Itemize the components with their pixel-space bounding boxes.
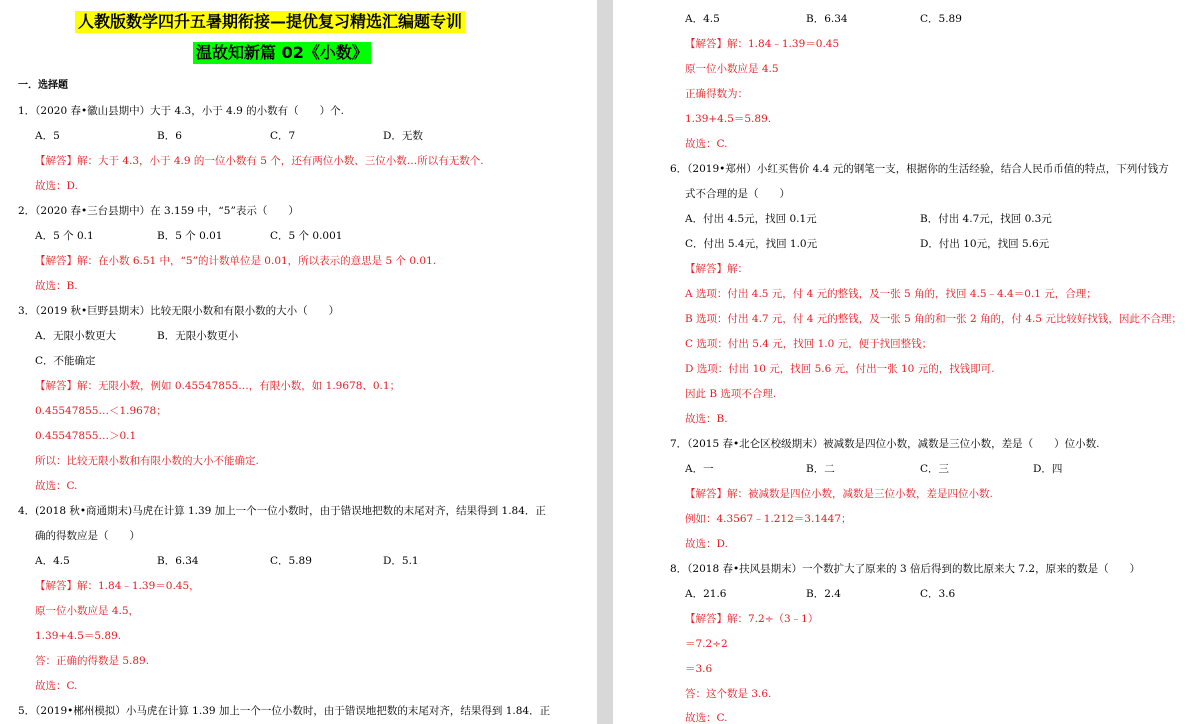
- q2-answer: 故选：B.: [35, 280, 78, 292]
- question-5: 5．（2019•郴州模拟）小马虎在计算 1.39 加上一个一位小数时，由于错误地把数的末尾对齐，结果得到 1.84．正: [18, 705, 551, 717]
- q7-option-c: C．三: [920, 463, 950, 475]
- q4-explanation-line-4: 答：正确的得数是 5.89.: [35, 655, 150, 667]
- q2-explanation: 【解答】解：在小数 6.51 中，“5”的计数单位是 0.01，所以表示的意思是 5 个 0.01.: [35, 255, 437, 267]
- question-8: 8．（2018 春•扶风县期末）一个数扩大了原来的 3 倍后得到的数比原来大 7.2，原来的数是（ ）: [670, 563, 1141, 575]
- q5-explanation-line-4: 1.39+4.5＝5.89.: [685, 113, 772, 125]
- q7-option-b: B．二: [806, 463, 835, 475]
- document-subtitle: 温故知新篇 02《小数》: [193, 42, 371, 64]
- q8-explanation-line-4: 答：这个数是 3.6.: [685, 688, 772, 700]
- q6-option-a-analysis: A 选项：付出 4.5 元，付 4 元的整钱，及一张 5 角的，找回 4.5﹣4.4＝0.1 元，合理；: [685, 288, 1097, 300]
- q5-explanation-line-3: 正确得数为：: [685, 88, 748, 100]
- q3-option-c: C．不能确定: [35, 355, 96, 367]
- q4-option-b: B．6.34: [157, 555, 199, 567]
- q5-answer: 故选：C.: [685, 138, 728, 150]
- question-4: 4．(2018 秋•商通期末)马虎在计算 1.39 加上一个一位小数时，由于错误地把数的末尾对齐，结果得到 1.84．正: [18, 505, 546, 517]
- section-heading: 一．选择题: [18, 80, 68, 91]
- question-6-continued: 式不合理的是（ ）: [685, 188, 790, 200]
- q4-option-d: D．5.1: [383, 555, 419, 567]
- q5-option-a: A．4.5: [685, 13, 720, 25]
- q6-explanation: 【解答】解：: [685, 263, 748, 275]
- q4-explanation-line-3: 1.39+4.5＝5.89.: [35, 630, 122, 642]
- q4-option-c: C．5.89: [270, 555, 312, 567]
- document-page-right: [613, 0, 1201, 724]
- q7-answer: 故选：D.: [685, 538, 728, 550]
- q3-explanation-line-2: 0.45547855…＜1.9678；: [35, 405, 167, 417]
- q3-option-b: B．无限小数更小: [157, 330, 239, 342]
- q2-option-b: B．5 个 0.01: [157, 230, 223, 242]
- q8-option-a: A．21.6: [685, 588, 727, 600]
- q4-option-a: A．4.5: [35, 555, 70, 567]
- q5-explanation: 【解答】解：1.84﹣1.39＝0.45: [685, 38, 840, 50]
- q8-explanation: 【解答】解：7.2÷（3﹣1）: [685, 613, 819, 625]
- q7-example: 例如：4.3567﹣1.212＝3.1447；: [685, 513, 852, 525]
- q3-option-a: A．无限小数更大: [35, 330, 117, 342]
- question-2: 2．（2020 春•三台县期中）在 3.159 中，“5”表示（ ）: [18, 205, 299, 217]
- q3-explanation-line-4: 所以：比较无限小数和有限小数的大小不能确定.: [35, 455, 259, 467]
- q5-option-b: B．6.34: [806, 13, 848, 25]
- q4-explanation-line-2: 原一位小数应是 4.5，: [35, 605, 140, 617]
- q1-explanation: 【解答】解：大于 4.3，小于 4.9 的一位小数有 5 个，还有两位小数、三位小数…所以有无数个.: [35, 155, 484, 167]
- q1-option-c: C．7: [270, 130, 296, 142]
- q3-explanation: 【解答】解：无限小数，例如 0.45547855…，有限小数，如 1.9678、0.1；: [35, 380, 401, 392]
- q5-explanation-line-2: 原一位小数应是 4.5: [685, 63, 779, 75]
- question-3: 3．（2019 秋•巨野县期末）比较无限小数和有限小数的大小（ ）: [18, 305, 340, 317]
- q8-option-b: B．2.4: [806, 588, 841, 600]
- q8-option-c: C．3.6: [920, 588, 956, 600]
- q6-option-d-analysis: D 选项：付出 10 元，找回 5.6 元，付出一张 10 元的，找钱即可.: [685, 363, 995, 375]
- q7-option-a: A．一: [685, 463, 714, 475]
- q4-explanation: 【解答】解：1.84﹣1.39＝0.45，: [35, 580, 200, 592]
- document-page-left: [0, 0, 597, 724]
- q1-answer: 故选：D.: [35, 180, 78, 192]
- q6-answer: 故选：B.: [685, 413, 728, 425]
- q1-option-d: D．无数: [383, 130, 423, 142]
- question-4-continued: 确的得数应是（ ）: [35, 530, 140, 542]
- q2-option-c: C．5 个 0.001: [270, 230, 343, 242]
- q8-answer: 故选：C.: [685, 712, 728, 724]
- q2-option-a: A．5 个 0.1: [35, 230, 94, 242]
- document-title: 人教版数学四升五暑期衔接—提优复习精选汇编题专训: [75, 11, 465, 33]
- q6-option-b-analysis: B 选项：付出 4.7 元，付 4 元的整钱，及一张 5 角的和一张 2 角的，付 4.5 元比较好找钱，因此不合理；: [685, 313, 1182, 325]
- q8-explanation-line-2: ＝7.2÷2: [685, 638, 728, 650]
- question-7: 7．（2015 春•北仑区校级期末）被减数是四位小数，减数是三位小数，差是（ ）位小数.: [670, 438, 1100, 450]
- q6-option-c-analysis: C 选项：付出 5.4 元，找回 1.0 元，便于找回整钱；: [685, 338, 933, 350]
- q6-summary: 因此 B 选项不合理.: [685, 388, 777, 400]
- q5-option-c: C．5.89: [920, 13, 962, 25]
- page-gutter: [597, 0, 613, 724]
- q1-option-b: B．6: [157, 130, 182, 142]
- question-1: 1．（2020 春•徽山县期中）大于 4.3，小于 4.9 的小数有（ ）个.: [18, 105, 344, 117]
- q6-option-a: A．付出 4.5元，找回 0.1元: [685, 213, 817, 225]
- q4-answer: 故选：C.: [35, 680, 78, 692]
- q7-explanation: 【解答】解：被减数是四位小数，减数是三位小数，差是四位小数.: [685, 488, 993, 500]
- q3-answer: 故选：C.: [35, 480, 78, 492]
- question-6: 6．（2019•郑州）小红买售价 4.4 元的钢笔一支，根据你的生活经验，结合人民币币值的特点，下列付钱方: [670, 163, 1169, 175]
- q1-option-a: A．5: [35, 130, 60, 142]
- q7-option-d: D．四: [1033, 463, 1063, 475]
- q3-explanation-line-3: 0.45547855…＞0.1: [35, 430, 137, 442]
- q6-option-d: D．付出 10元，找回 5.6元: [920, 238, 1050, 250]
- q6-option-b: B．付出 4.7元，找回 0.3元: [920, 213, 1052, 225]
- q8-explanation-line-3: ＝3.6: [685, 663, 713, 675]
- q6-option-c: C．付出 5.4元，找回 1.0元: [685, 238, 818, 250]
